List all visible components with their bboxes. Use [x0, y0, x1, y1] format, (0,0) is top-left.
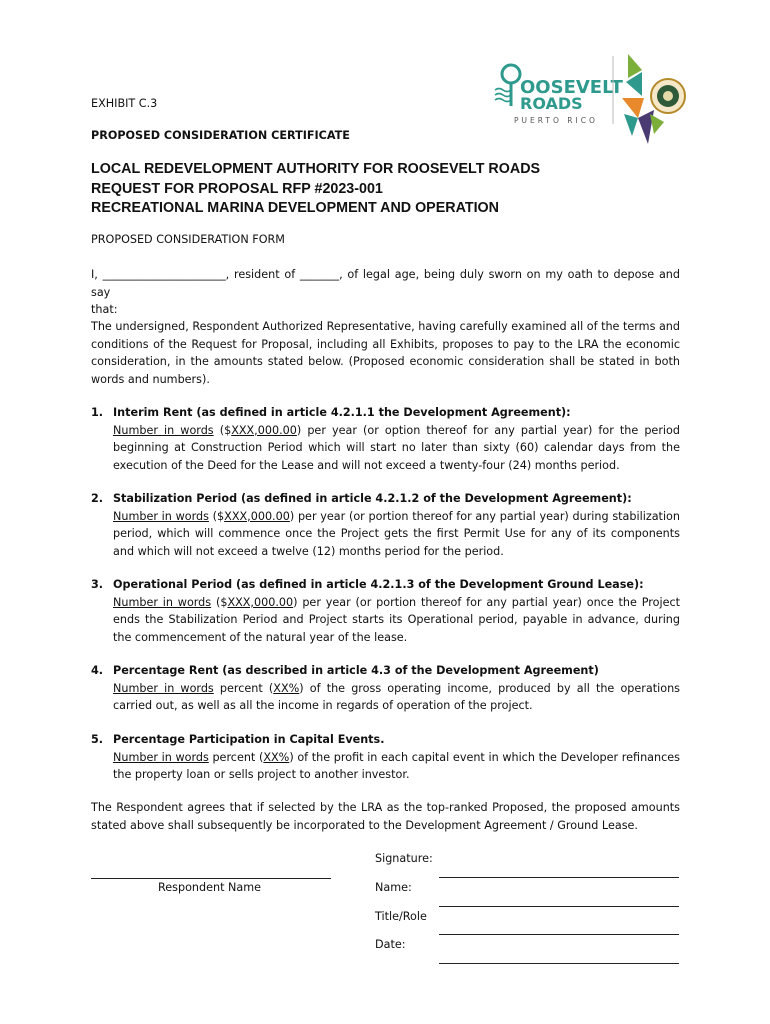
logo-place: PUERTO RICO [514, 116, 598, 125]
heading-line-2: REQUEST FOR PROPOSAL RFP #2023-001 [91, 180, 383, 197]
intro-paragraph: The undersigned, Respondent Authorized Representative, having carefully examined all of the terms and conditions of the Request for Proposal, including all Exhibits, proposes to pay to the LRA the economic consideration, in the amounts stated below. (Proposed economic consideration shall be stated in both words and numbers). [91, 320, 680, 386]
heading-line-1: LOCAL REDEVELOPMENT AUTHORITY FOR ROOSEVELT ROADS [91, 161, 541, 177]
item-connector: percent ( [213, 681, 274, 695]
item-percentage-rent [91, 662, 680, 715]
item-text: ) per year (or portion thereof for any partial year) once the Project ends the Stabilization Period and Project starts its Operational period, payable in advance, during the commencement of the natural year of the lease. [113, 595, 680, 644]
amount-in-words: Number in words [113, 509, 209, 523]
form-title: PROPOSED CONSIDERATION FORM [91, 233, 285, 246]
certificate-subtitle: PROPOSED CONSIDERATION CERTIFICATE [91, 129, 350, 142]
amount-in-words: Number in words [113, 681, 214, 695]
seal-emblem [622, 54, 685, 144]
amount-value: XX% [273, 681, 300, 695]
closing-paragraph: The Respondent agrees that if selected by the LRA as the top-ranked Proposed, the proposed amounts stated above shall subsequently be incorporated to the Development Agreement / Ground Lease. [91, 801, 680, 832]
amount-in-words: Number in words [113, 423, 214, 437]
signature-line[interactable] [439, 877, 679, 878]
item-operational-period [91, 576, 680, 646]
item-connector: ($ [211, 595, 228, 609]
date-line[interactable] [439, 963, 679, 964]
name-label: Name: [375, 881, 412, 894]
item-heading: Percentage Participation in Capital Events. [113, 733, 385, 746]
item-number: 2. [91, 492, 104, 505]
oath-line-1: I, ______________________, resident of _______, of legal age, being duly sworn on my oath to depose and say [91, 268, 680, 299]
respondent-name-line[interactable] [91, 878, 331, 879]
name-line[interactable] [439, 906, 679, 907]
amount-in-words: Number in words [113, 595, 212, 609]
item-connector: percent ( [208, 750, 264, 764]
respondent-name-label: Respondent Name [158, 881, 262, 894]
item-stabilization-period [91, 490, 680, 560]
item-heading: Operational Period (as defined in article 4.2.1.3 of the Development Ground Lease): [113, 578, 644, 591]
item-number: 1. [91, 406, 104, 419]
item-text: ) of the profit in each capital event in which the Developer refinances the property loan or sells project to another investor. [113, 750, 680, 782]
amount-value: XXX,000.00 [227, 595, 294, 609]
item-number: 5. [91, 733, 104, 746]
item-heading: Percentage Rent (as described in article 4.3 of the Development Agreement) [113, 664, 599, 677]
title-role-label: Title/Role [375, 910, 427, 923]
item-connector: ($ [213, 423, 232, 437]
title-role-line[interactable] [439, 934, 679, 935]
document-heading [91, 160, 651, 219]
item-number: 3. [91, 578, 104, 591]
signature-label: Signature: [375, 852, 433, 865]
oath-line-2: that: [91, 303, 118, 317]
amount-value: XXX,000.00 [224, 509, 290, 523]
date-label: Date: [375, 938, 406, 951]
item-interim-rent [91, 404, 680, 474]
item-heading: Stabilization Period (as defined in article 4.2.1.2 of the Development Agreement): [113, 492, 632, 505]
heading-line-3: RECREATIONAL MARINA DEVELOPMENT AND OPERATION [91, 200, 499, 216]
oath-paragraph [91, 266, 680, 319]
amount-value: XX% [263, 750, 290, 764]
item-capital-events [91, 731, 680, 784]
roosevelt-roads-logo [492, 52, 688, 150]
logo-name-line2: ROADS [520, 94, 583, 113]
item-text: ) per year (or option thereof for any partial year) for the period beginning at Construction Period which will start no later than sixty (60) calendar days from the execution of the Deed for the Lease and will not exceed a twenty-four (24) months period. [113, 423, 680, 472]
item-text: ) of the gross operating income, produced by all the operations carried out, as well as all the income in regards of operation of the project. [113, 681, 680, 713]
item-connector: ($ [208, 509, 225, 523]
logo-name-line1: OOSEVELT [520, 77, 623, 98]
exhibit-label: EXHIBIT C.3 [91, 97, 158, 110]
item-text: ) per year (or portion thereof for any partial year) during stabilization period, which will commence once the Project gets the first Permit Use for any of its components and which will not exceed a twelve (12) months period for the period. [113, 509, 680, 558]
item-number: 4. [91, 664, 104, 677]
amount-in-words: Number in words [113, 750, 209, 764]
amount-value: XXX,000.00 [231, 423, 297, 437]
item-heading: Interim Rent (as defined in article 4.2.1.1 the Development Agreement): [113, 406, 571, 419]
